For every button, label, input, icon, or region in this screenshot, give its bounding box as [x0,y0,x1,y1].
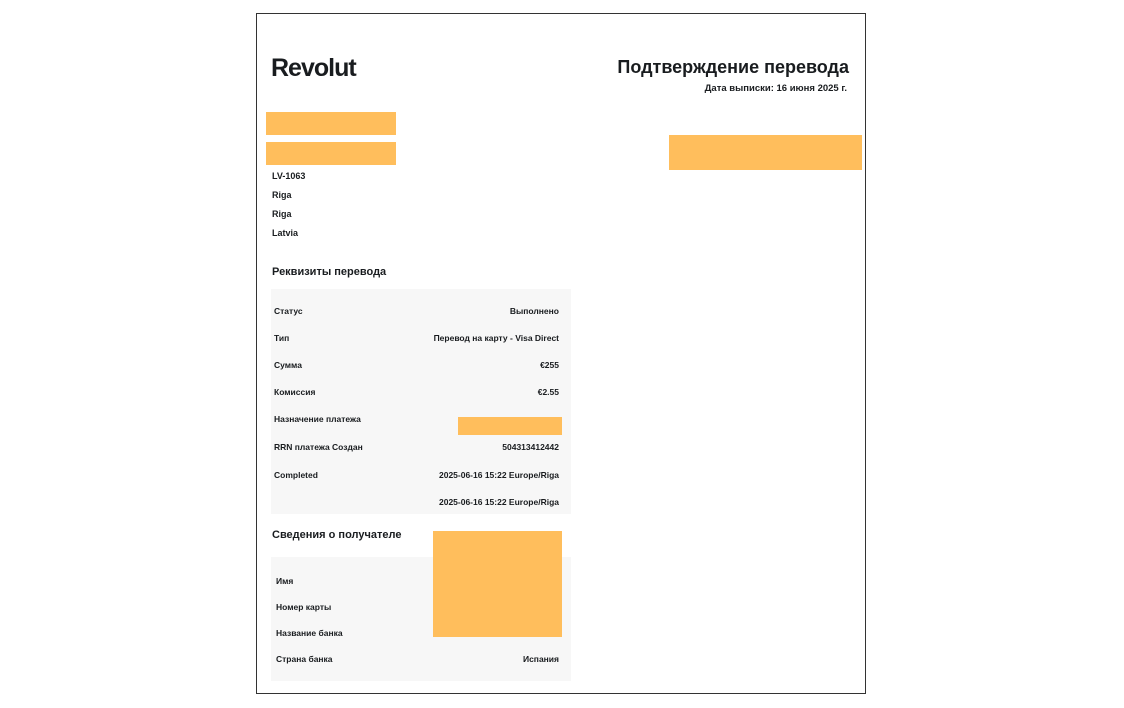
completed-label: Completed [274,470,318,480]
rrn-value: 504313412442 [502,442,559,452]
table-row [271,654,571,670]
table-row [271,497,571,513]
table-row [271,360,571,376]
completed-timestamp: 2025-06-16 15:22 Europe/Riga [438,497,559,507]
redacted-sender-name [266,112,396,135]
address-city: Riga [272,190,292,200]
transfer-details-title: Реквизиты перевода [272,266,387,278]
created-timestamp: 2025-06-16 15:22 Europe/Riga [438,470,559,480]
type-label: Тип [274,333,290,343]
table-row [271,470,571,486]
fee-value: €2.55 [537,387,559,397]
redacted-payment-purpose [458,417,562,435]
recipient-name-label: Имя [276,576,294,586]
type-value: Перевод на карту - Visa Direct [433,333,559,343]
revolut-logo: Revolut [271,54,356,82]
redacted-account-info [669,135,862,170]
document-page [256,13,866,694]
table-row [271,306,571,322]
status-label: Статус [274,306,303,316]
redacted-sender-street [266,142,396,165]
fee-label: Комиссия [274,387,316,397]
statement-date: Дата выписки: 16 июня 2025 г. [704,83,847,94]
rrn-label: RRN платежа Создан [274,442,363,452]
amount-label: Сумма [274,360,302,370]
bank-country-value: Испания [522,654,559,664]
transfer-details-panel [271,289,571,514]
table-row [271,442,571,458]
bank-country-label: Страна банка [276,654,333,664]
address-region: Riga [272,209,292,219]
table-row [271,333,571,349]
payment-purpose-label: Назначение платежа [274,414,361,424]
document-title: Подтверждение перевода [617,57,849,77]
recipient-details-title: Сведения о получателе [272,529,402,541]
redacted-recipient-details [433,531,562,637]
card-number-label: Номер карты [276,602,332,612]
bank-name-label: Название банка [276,628,343,638]
address-country: Latvia [272,228,299,238]
table-row [271,387,571,403]
address-postcode: LV-1063 [272,171,306,181]
status-value: Выполнено [509,306,559,316]
amount-value: €255 [540,360,559,370]
